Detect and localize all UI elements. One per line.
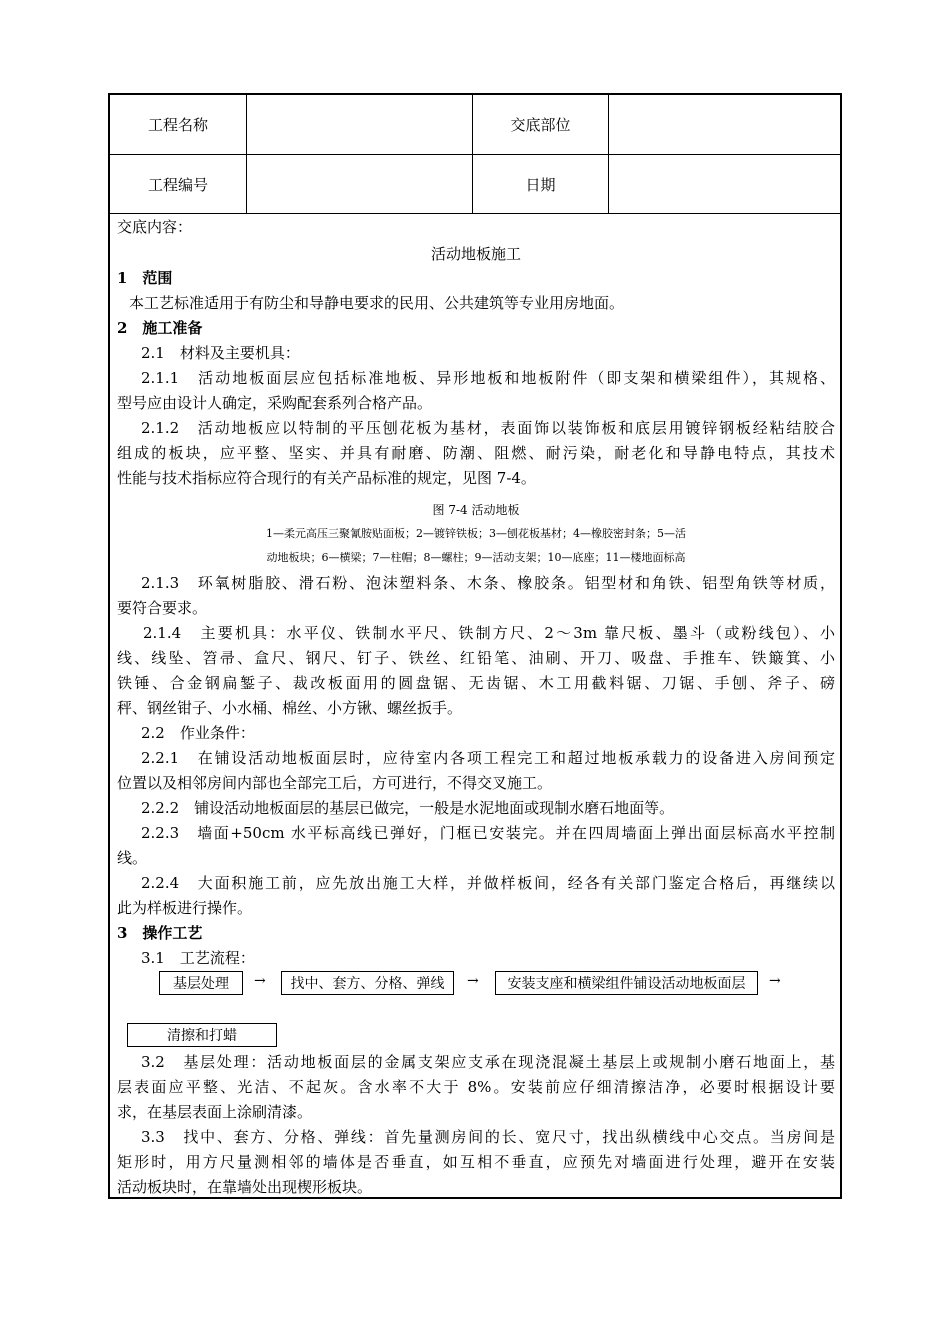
date-label: 日期 bbox=[525, 176, 556, 194]
paragraph: 求，在基层表面上涂刷清漆。 bbox=[117, 1103, 313, 1121]
paragraph: 2.1.3 环氧树脂胶、滑石粉、泡沫塑料条、木条、橡胶条。铝型材和角铁、铝型角铁等材质， bbox=[141, 574, 835, 592]
paragraph: 2.2.2 铺设活动地板面层的基层已做完，一般是水泥地面或现制水磨石地面等。 bbox=[141, 799, 675, 817]
paragraph: 秤、钢丝钳子、小水桶、棉丝、小方锹、螺丝扳手。 bbox=[117, 699, 463, 717]
paragraph: 矩形时，用方尺量测相邻的墙体是否垂直，如互相不垂直，应预先对墙面进行处理，避开在安装 bbox=[117, 1153, 835, 1171]
paragraph: 2.2.3 墙面+50cm 水平标高线已弹好，门框已安装完。并在四周墙面上弹出面层标高水平控制 bbox=[141, 824, 835, 842]
paragraph: 2.1.2 活动地板应以特制的平压刨花板为基材，表面饰以装饰板和底层用镀锌钢板经粘结胶合 bbox=[141, 419, 835, 437]
flow-step-layout: 找中、套方、分格、弹线 bbox=[281, 971, 454, 995]
paragraph: 2.1.4 主要机具：水平仪、铁制水平尺、铁制方尺、2～3m 靠尺板、墨斗（或粉线包）、小 bbox=[143, 624, 835, 642]
divider bbox=[110, 213, 840, 214]
paragraph: 性能与技术指标应符合现行的有关产品标准的规定，见图 7-4。 bbox=[117, 469, 536, 487]
paragraph: 2.2.1 在铺设活动地板面层时，应待室内各项工程完工和超过地板承载力的设备进入房间预定 bbox=[141, 749, 835, 767]
paragraph: 3.1 工艺流程： bbox=[141, 949, 255, 967]
form-header bbox=[110, 95, 840, 214]
project-no-label: 工程编号 bbox=[147, 176, 208, 194]
paragraph: 2.1 材料及主要机具： bbox=[141, 344, 300, 362]
flow-step-install: 安装支座和横梁组件铺设活动地板面层 bbox=[495, 971, 758, 995]
flow-arrow-icon: → bbox=[769, 973, 781, 989]
paragraph: 位置以及相邻房间内部也全部完工后，方可进行，不得交叉施工。 bbox=[117, 774, 553, 792]
paragraph: 3.2 基层处理：活动地板面层的金属支架应支承在现浇混凝土基层上或规制小磨石地面上，基 bbox=[141, 1053, 835, 1071]
paragraph: 层表面应平整、光洁、不起灰。含水率不大于 8%。安装前应仔细清擦洁净，必要时根据设计要 bbox=[117, 1078, 835, 1096]
paragraph: 2.2.4 大面积施工前，应先放出施工大样，并做样板间，经各有关部门鉴定合格后，再继续以 bbox=[141, 874, 835, 892]
paragraph: 线。 bbox=[117, 849, 148, 867]
project-no-value[interactable] bbox=[247, 155, 472, 214]
paragraph: 2.1.1 活动地板面层应包括标准地板、异形地板和地板附件（即支架和横梁组件），其规格、 bbox=[141, 369, 835, 387]
paragraph: 线、线坠、笤帚、盒尺、钢尺、钉子、铁丝、红铅笔、油刷、开刀、吸盘、手推车、铁簸箕、小 bbox=[117, 649, 835, 667]
date-value[interactable] bbox=[609, 155, 840, 214]
handover-form bbox=[108, 93, 842, 1199]
doc-title: 活动地板施工 bbox=[430, 245, 521, 263]
paragraph: 本工艺标准适用于有防尘和导静电要求的民用、公共建筑等专业用房地面。 bbox=[129, 294, 625, 312]
paragraph: 2.2 作业条件： bbox=[141, 724, 255, 742]
flow-step-base: 基层处理 bbox=[159, 971, 243, 995]
paragraph: 铁锤、合金钢扁錾子、裁改板面用的圆盘锯、无齿锯、木工用截料锯、刀锯、手刨、斧子、磅 bbox=[117, 674, 835, 692]
paragraph: 此为样板进行操作。 bbox=[117, 899, 253, 917]
paragraph: 型号应由设计人确定，采购配套系列合格产品。 bbox=[117, 394, 433, 412]
flow-step-clean: 清擦和打蜡 bbox=[127, 1023, 277, 1047]
section-heading: 1 范围 bbox=[117, 269, 173, 287]
figure-note: 动地板块；6—横梁；7—柱帽；8—螺柱；9—活动支架；10—底座；11—楼地面标高 bbox=[266, 551, 686, 564]
paragraph: 活动板块时，在靠墙处出现楔形板块。 bbox=[117, 1178, 373, 1196]
location-value[interactable] bbox=[609, 95, 840, 154]
location-label: 交底部位 bbox=[510, 116, 571, 134]
flow-arrow-icon: → bbox=[467, 973, 479, 989]
paragraph: 要符合要求。 bbox=[117, 599, 208, 617]
section-heading: 3 操作工艺 bbox=[117, 924, 203, 942]
intro-label: 交底内容： bbox=[117, 218, 193, 236]
paragraph: 3.3 找中、套方、分格、弹线：首先量测房间的长、宽尺寸，找出纵横线中心交点。当房间是 bbox=[141, 1128, 835, 1146]
project-name-value[interactable] bbox=[247, 95, 472, 154]
figure-caption: 图 7-4 活动地板 bbox=[432, 503, 520, 517]
paragraph: 组成的板块，应平整、坚实、并具有耐磨、防潮、阻燃、耐污染，耐老化和导静电特点，其技术 bbox=[117, 444, 835, 462]
figure-note: 1—柔元高压三聚氰胺贴面板；2—镀锌铁板；3—刨花板基材；4—橡胶密封条；5—活 bbox=[266, 527, 686, 540]
flow-arrow-icon: → bbox=[254, 973, 266, 989]
project-name-label: 工程名称 bbox=[147, 116, 208, 134]
divider bbox=[110, 154, 840, 155]
section-heading: 2 施工准备 bbox=[117, 319, 203, 337]
